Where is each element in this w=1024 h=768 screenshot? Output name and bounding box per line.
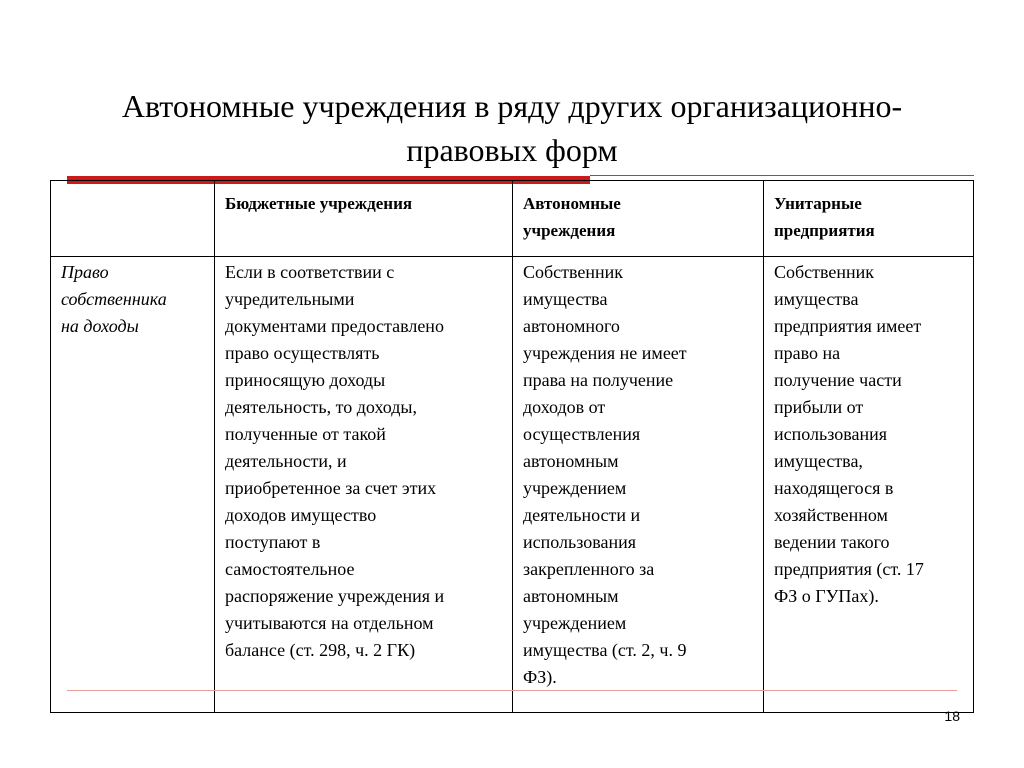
cell-autonomous-text: Собственник имущества автономного учреждения не имеет права на получение доходов от осуществления автономным учреждением деятельности и использования закрепленного за автономным учреждением имущества (ст. 2, ч. 9 ФЗ). [523, 262, 687, 687]
table-header-row [51, 181, 974, 257]
row-label-cell [51, 257, 215, 713]
cell-unitary-text: Собственник имущества предприятия имеет право на получение части прибыли от использования имущества, находящегося в хозяйственном ведении такого предприятия (ст. 17 ФЗ о ГУПах). [774, 262, 924, 606]
row-label-text: Право собственника на доходы [61, 262, 167, 336]
cell-autonomous [513, 257, 764, 713]
page-number: 18 [944, 708, 960, 724]
comparison-table [50, 180, 974, 713]
header-budget-text: Бюджетные учреждения [225, 194, 413, 213]
slide-title: Автономные учреждения в ряду других организационно-правовых форм [121, 88, 903, 168]
cell-budget [215, 257, 513, 713]
title-underline-thin [590, 175, 974, 176]
header-cell-autonomous [513, 181, 764, 257]
cell-unitary [764, 257, 974, 713]
header-unitary-text: Унитарные предприятия [774, 194, 875, 240]
cell-budget-text: Если в соответствии с учредительными документами предоставлено право осуществлять приносящую доходы деятельность, то доходы, полученные от такой деятельности, и приобретенное за счет этих доходов имущество поступают в самостоятельное распоряжение учреждения и учитываются на отдельном балансе (ст. 298, ч. 2 ГК) [225, 262, 445, 660]
header-cell-empty [51, 181, 215, 257]
header-autonomous-text: Автономные учреждения [523, 194, 621, 240]
header-cell-budget [215, 181, 513, 257]
table-row [51, 257, 974, 713]
header-cell-unitary [764, 181, 974, 257]
footer-rule [67, 690, 957, 691]
